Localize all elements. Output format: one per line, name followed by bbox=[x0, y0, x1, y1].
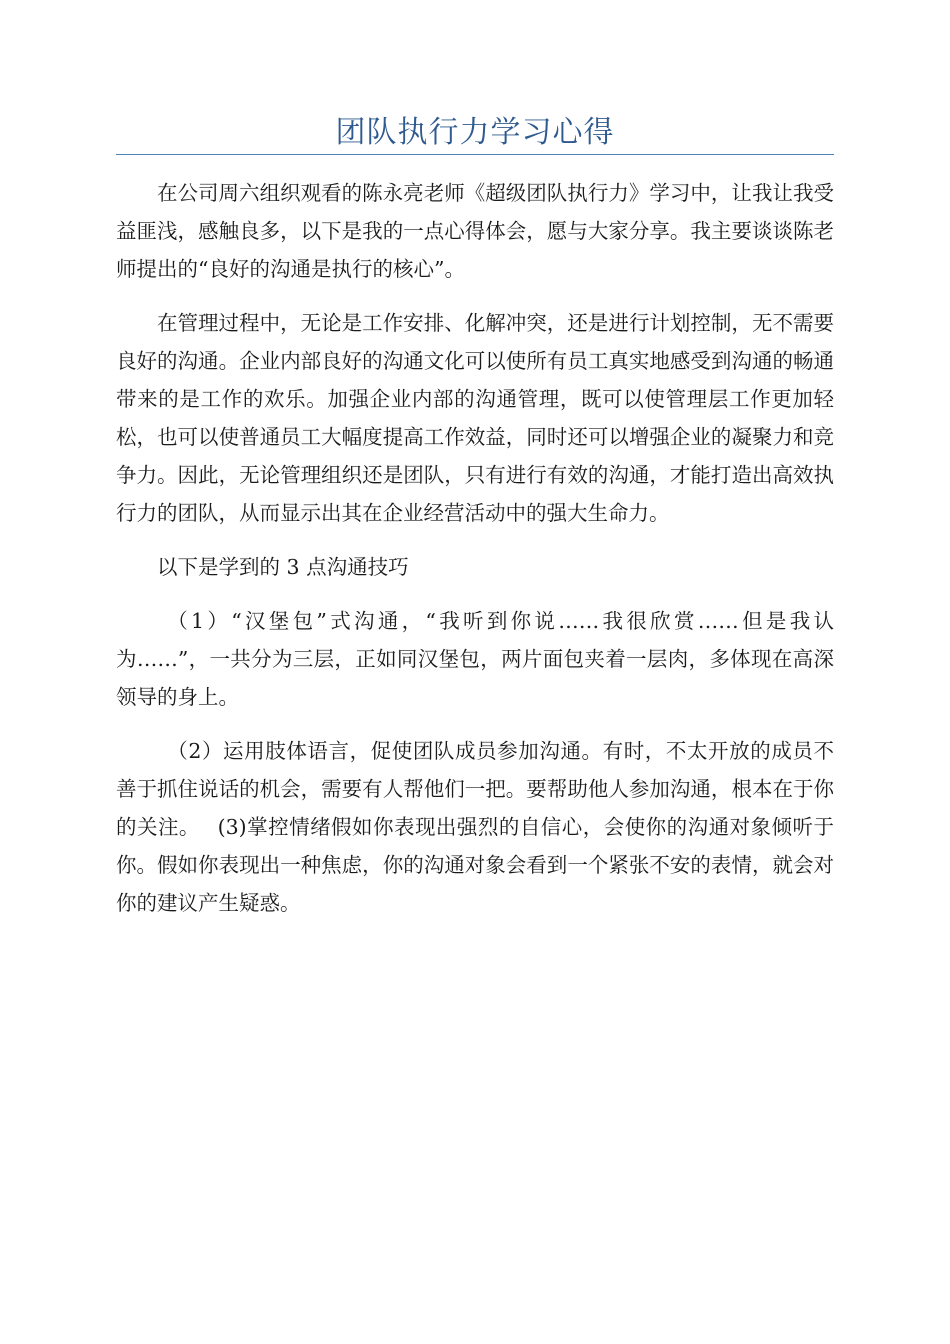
document-title: 团队执行力学习心得 bbox=[335, 115, 615, 150]
paragraph-skill-1: （1）“汉堡包”式沟通，“我听到你说……我很欣赏……但是我认为……”，一共分为三层，正如同汉堡包，两片面包夹着一层肉，多体现在高深领导的身上。 bbox=[116, 609, 834, 709]
title-underline bbox=[116, 154, 834, 155]
paragraph-management: 在管理过程中，无论是工作安排、化解冲突，还是进行计划控制，无不需要良好的沟通。企业内部良好的沟通文化可以使所有员工真实地感受到沟通的畅通带来的是工作的欢乐。加强企业内部的沟通管理，既可以使管理层工作更加轻松，也可以使普通员工大幅度提高工作效益，同时还可以增强企业的凝聚力和竞争力。因此，无论管理组织还是团队，只有进行有效的沟通，才能打造出高效执行力的团队，从而显示出其在企业经营活动中的强大生命力。 bbox=[116, 311, 834, 525]
document-body bbox=[116, 174, 834, 938]
paragraph-skills-heading: 以下是学到的 3 点沟通技巧 bbox=[157, 555, 409, 579]
paragraph-skill-2-3: （2）运用肢体语言，促使团队成员参加沟通。有时，不太开放的成员不善于抓住说话的机会，需要有人帮他们一把。要帮助他人参加沟通，根本在于你的关注。 (3)掌控情绪假如你表现出强烈的自信心，会使你的沟通对象倾听于你。假如你表现出一种焦虑，你的沟通对象会看到一个紧张不安的表情，就会对你的建议产生疑惑。 bbox=[116, 739, 834, 915]
paragraph-intro: 在公司周六组织观看的陈永亮老师《超级团队执行力》学习中，让我让我受益匪浅，感触良多，以下是我的一点心得体会，愿与大家分享。我主要谈谈陈老师提出的“良好的沟通是执行的核心”。 bbox=[116, 181, 834, 281]
